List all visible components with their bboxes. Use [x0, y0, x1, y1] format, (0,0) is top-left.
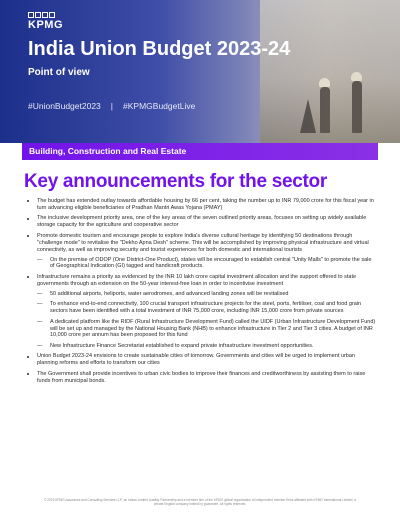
hero-banner	[0, 0, 400, 143]
list-item: Union Budget 2023-24 envisions to create sustainable cities of tomorrow. Governments and cities will be urged to implement urban planning reforms and efforts to transform our cities	[24, 353, 376, 367]
copyright-footer: © 2023 KPMG Assurance and Consulting Services LLP, an Indian Limited Liability Partnership and a member firm of the KPMG global organization of independent member firms affiliated with KPMG International Limited, a private English company limited by guarantee. All rights reserved.	[44, 498, 356, 507]
sub-list-item: — 50 additional airports, heliports, water aerodromes, and advanced landing zones will be revitalised	[37, 291, 376, 298]
page-subtitle: Point of view	[28, 67, 90, 78]
list-item: The Government shall provide incentives to urban civic bodies to improve their finances and creditworthiness by assisting them to raise funds from municipal bonds.	[24, 371, 376, 385]
sub-list-item: — On the premise of ODOP (One District-One Product), states will be encouraged to establish central "Unity Malls" to promote the sale of Geographical Indication (GI) tagged and handicraft products.	[37, 257, 376, 271]
announcements-content	[24, 198, 376, 388]
hashtag-row	[28, 101, 195, 111]
announcement-list	[24, 198, 376, 385]
list-item: Promote domestic tourism and encourage people to explore India's diverse cultural heritage by identifying 50 destinations through "challenge mode" to revitalise the "Dekho Apna Desh" scheme. This will be accomplished by improving physical infrastructure and virtual connectivity, as well as improving security and tourist experiences for both domestic and international tourists — On the premise of ODOP (One District-One Product), states will be encouraged to establish central "Unity Malls" to promote the sale of Geographical Indication (GI) tagged and handicraft products.	[24, 233, 376, 271]
kpmg-logo: KPMG	[28, 12, 63, 31]
survey-tripod-shape	[300, 99, 316, 133]
hard-hat-icon	[319, 78, 330, 87]
page-title: India Union Budget 2023-24	[28, 38, 291, 60]
list-item: The inclusive development priority area, one of the key areas of the seven outlined priority areas, focuses on setting up widely available storage capacity for the agriculture and cooperative sector	[24, 215, 376, 229]
hard-hat-icon	[351, 72, 362, 81]
sub-list-item: — New Infrastructure Finance Secretariat established to expand private infrastructure investment opportunities.	[37, 343, 376, 350]
sub-list-item: — A dedicated platform like the RIDF (Rural Infrastructure Development Fund) called the UIDF (Urban Infrastructure Development Fund) will be set up and managed by the National Housing Bank (NHB) to enhance infrastructure in Tier 2 and Tier 3 cities. A budget of INR 10,000 crore per annum has been proposed for this fund	[37, 319, 376, 340]
worker-figure	[352, 81, 362, 133]
section-heading: Key announcements for the sector	[24, 171, 327, 192]
list-item: Infrastructure remains a priority as evidenced by the INR 10 lakh crore capital investment allocation and the support offered to state governments through an extension on the 50-year interest-free loan in order to incentivise investment — 50 additional airports, heliports, water aerodromes, and advanced landing zones will be revitalised — To enhance end-to-end connectivity, 100 crucial transport infrastructure projects for the steel, ports, fertiliser, coal and food grain sectors have been identified with a total investment of INR 75,000 crore, including INR 15,000 crore from private sources — A dedicated platform like the RIDF (Rural Infrastructure Development Fund) called the UIDF (Urban Infrastructure Development Fund) will be set up and managed by the National Housing Bank (NHB) to enhance infrastructure in Tier 2 and Tier 3 cities. A budget of INR 10,000 crore per annum has been proposed for this fund — New Infrastructure Finance Secretariat established to expand private infrastructure investment opportunities.	[24, 274, 376, 350]
list-item: The budget has extended outlay towards affordable housing by 66 per cent, taking the number up to INR 79,000 crore for this fiscal year in turn advancing eligible beneficiaries of Pradhan Mantri Awas Yojana (PMAY)	[24, 198, 376, 212]
sub-list	[37, 291, 376, 350]
construction-workers-photo	[260, 0, 400, 143]
sub-list	[37, 257, 376, 271]
sector-label-bar: Building, Construction and Real Estate	[22, 143, 378, 160]
hashtag-union-budget: #UnionBudget2023	[28, 101, 101, 111]
worker-figure	[320, 87, 330, 133]
sub-list-item: — To enhance end-to-end connectivity, 100 crucial transport infrastructure projects for the steel, ports, fertiliser, coal and food grain sectors have been identified with a total investment of INR 75,000 crore, including INR 15,000 crore from private sources	[37, 301, 376, 315]
hashtag-kpmg-budget-live: #KPMGBudgetLive	[123, 101, 196, 111]
hashtag-separator: |	[110, 101, 114, 111]
logo-boxes-icon	[28, 12, 63, 18]
